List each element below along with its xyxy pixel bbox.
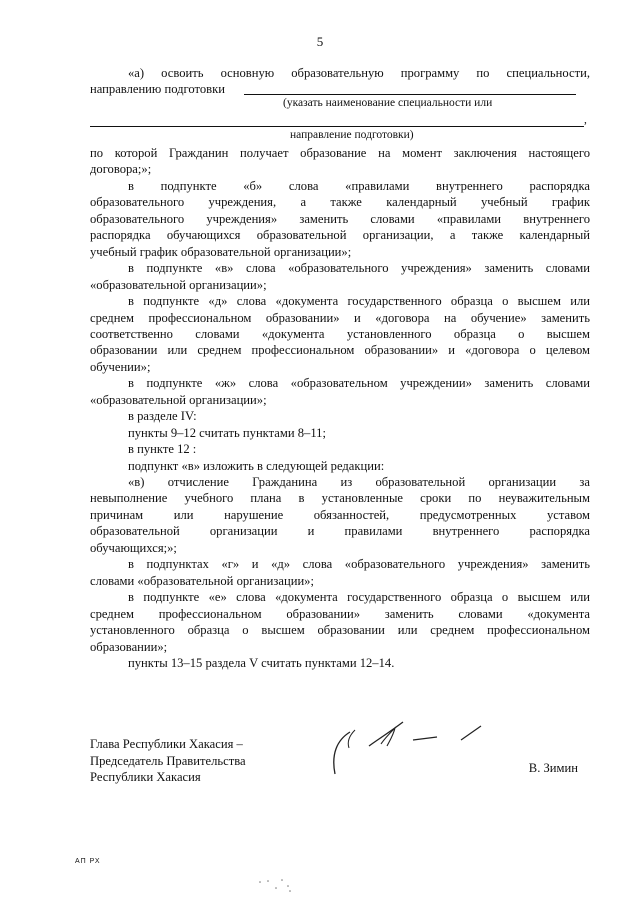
body-line: «образовательной организации»; — [90, 277, 267, 292]
blank-line-2 — [90, 126, 584, 127]
body-line: в подпункте «д» слова «документа государственного образца о высшем или — [128, 294, 590, 308]
signatory-title — [90, 736, 246, 786]
hint-direction: направление подготовки) — [290, 129, 414, 141]
body-line: среднем профессиональном образовании» и «договора на обучение» заменить — [90, 310, 590, 325]
scan-marks — [256, 878, 296, 896]
body-line: образовании»; — [90, 639, 168, 654]
body-line: установленного образца о высшем образовании или среднем профессиональном — [90, 623, 590, 637]
page-number: 5 — [316, 34, 324, 49]
body-line: причинам или нарушение обязанностей, предусмотренных уставом — [90, 507, 590, 522]
body-line: по которой Гражданин получает образование на момент заключения настоящего — [90, 146, 590, 160]
signatory-name: В. Зимин — [528, 761, 578, 775]
header-line-1: «а) освоить основную образовательную программу по специальности, — [128, 66, 590, 80]
hint-specialty: (указать наименование специальности или — [283, 97, 493, 109]
body-line: обучении»; — [90, 359, 151, 374]
body-line: в подпунктах «г» и «д» слова «образовательного учреждения» заменить — [128, 557, 590, 572]
body-line: подпункт «в» изложить в следующей редакции: — [128, 458, 385, 473]
body-line: «в) отчисление Гражданина из образовательной организации за — [128, 475, 590, 489]
body-line: образовательной организации и правилами внутреннего распорядка — [90, 524, 590, 539]
blank-line-comma: , — [584, 114, 587, 126]
body-line: словами «образовательной организации»; — [90, 573, 314, 588]
body-line: в разделе IV: — [128, 409, 197, 424]
body-line: соответственно словами «документа установленного образца о высшем — [90, 326, 590, 341]
body-line: «образовательной организации»; — [90, 392, 267, 407]
body-line: образовательного учреждения» заменить словами «правилами внутреннего — [90, 211, 590, 226]
body-line: в подпункте «в» слова «образовательного учреждения» заменить словами — [128, 261, 590, 276]
signatory-title-line-2: Председатель Правительства — [90, 753, 246, 768]
body-line: обучающихся;»; — [90, 540, 177, 555]
body-line: учебный график образовательной организации»; — [90, 244, 352, 259]
body-line: пункты 9–12 считать пунктами 8–11; — [128, 425, 326, 440]
body-line: пункты 13–15 раздела V считать пунктами 12–14. — [128, 656, 395, 670]
body-line: распорядка обучающихся образовательной организации, а также календарный — [90, 228, 590, 243]
body-line: в подпункте «е» слова «документа государственного образца о высшем или — [128, 590, 590, 605]
signatory-title-line-3: Республики Хакасия — [90, 770, 201, 784]
body-line: в подпункте «б» слова «правилами внутреннего распорядка — [128, 178, 590, 193]
handwritten-signature — [325, 712, 495, 784]
body-line: образовании или среднем профессиональном образовании» и «договора о целевом — [90, 343, 590, 358]
body-line: среднем профессиональном образовании» заменить словами «документа — [90, 606, 590, 621]
body-line: договора;»; — [90, 162, 152, 177]
body-line: образовательного учреждения, а также календарный учебный график — [90, 195, 590, 210]
footer-mark: АП РХ — [75, 858, 101, 865]
blank-line-1 — [244, 94, 576, 95]
header-line-2-prefix: направлению подготовки — [90, 82, 225, 96]
signatory-title-line-1: Глава Республики Хакасия – — [90, 737, 243, 751]
scan-dots-icon — [256, 878, 296, 894]
body-line: невыполнение учебного плана в установленные сроки по неуважительным — [90, 491, 590, 506]
body-line: в пункте 12 : — [128, 442, 197, 457]
body-line: в подпункте «ж» слова «образовательном учреждении» заменить словами — [128, 376, 590, 391]
